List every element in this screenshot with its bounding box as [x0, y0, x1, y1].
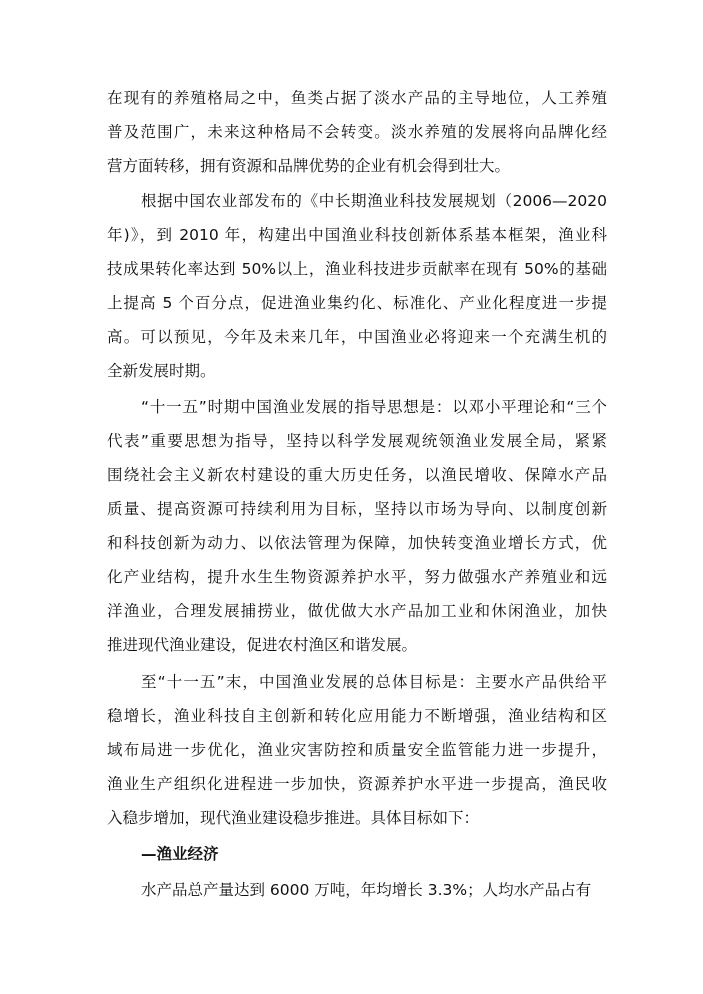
- paragraph-4-line-2: 稳增长，渔业科技自主创新和转化应用能力不断增强，渔业结构和区: [107, 707, 607, 725]
- paragraph-3-line-7: 洋渔业，合理发展捕捞业，做优做大水产品加工业和休闲渔业，加快: [107, 602, 607, 620]
- paragraph-4-line-1: 至“十一五”末，中国渔业发展的总体目标是：主要水产品供给平: [141, 673, 607, 691]
- paragraph-3-line-4: 质量、提高资源可持续利用为目标，坚持以市场为导向、以制度创新: [107, 500, 607, 518]
- paragraph-3-line-5: 和科技创新为动力、以依法管理为保障，加快转变渔业增长方式，优: [107, 534, 607, 552]
- paragraph-1-line-1: 在现有的养殖格局之中，鱼类占据了淡水产品的主导地位，人工养殖: [107, 89, 607, 107]
- paragraph-3-line-8: 推进现代渔业建设，促进农村渔区和谐发展。: [107, 636, 418, 654]
- final-paragraph-line-1: 水产品总产量达到 6000 万吨，年均增长 3.3%；人均水产品占有: [141, 881, 592, 899]
- paragraph-1-line-3: 营方面转移，拥有资源和品牌优势的企业有机会得到壮大。: [107, 157, 511, 175]
- paragraph-2-line-2: 年)》，到 2010 年，构建出中国渔业科技创新体系基本框架，渔业科: [107, 226, 607, 244]
- paragraph-4-line-4: 渔业生产组织化进程进一步加快，资源养护水平进一步提高，渔民收: [107, 775, 607, 793]
- paragraph-3-line-3: 围绕社会主义新农村建设的重大历史任务，以渔民增收、保障水产品: [107, 466, 607, 484]
- paragraph-2-line-3: 技成果转化率达到 50%以上，渔业科技进步贡献率在现有 50%的基础: [107, 260, 607, 278]
- section-heading: —渔业经济: [141, 845, 219, 863]
- paragraph-2-line-4: 上提高 5 个百分点，促进渔业集约化、标准化、产业化程度进一步提: [107, 294, 607, 312]
- paragraph-4-line-3: 域布局进一步优化，渔业灾害防控和质量安全监管能力进一步提升，: [107, 741, 607, 759]
- paragraph-2-line-6: 全新发展时期。: [107, 362, 216, 380]
- paragraph-2-line-5: 高。可以预见，今年及未来几年，中国渔业必将迎来一个充满生机的: [107, 328, 607, 346]
- paragraph-3-line-2: 代表”重要思想为指导，坚持以科学发展观统领渔业发展全局，紧紧: [107, 432, 607, 450]
- paragraph-3-line-6: 化产业结构，提升水生生物资源养护水平，努力做强水产养殖业和远: [107, 568, 607, 586]
- paragraph-1-line-2: 普及范围广，未来这种格局不会转变。淡水养殖的发展将向品牌化经: [107, 123, 607, 141]
- paragraph-4-line-5: 入稳步增加，现代渔业建设稳步推进。具体目标如下：: [107, 809, 480, 827]
- paragraph-3-line-1: “十一五”时期中国渔业发展的指导思想是：以邓小平理论和“三个: [141, 398, 607, 416]
- paragraph-2-line-1: 根据中国农业部发布的《中长期渔业科技发展规划（2006—2020: [141, 192, 607, 210]
